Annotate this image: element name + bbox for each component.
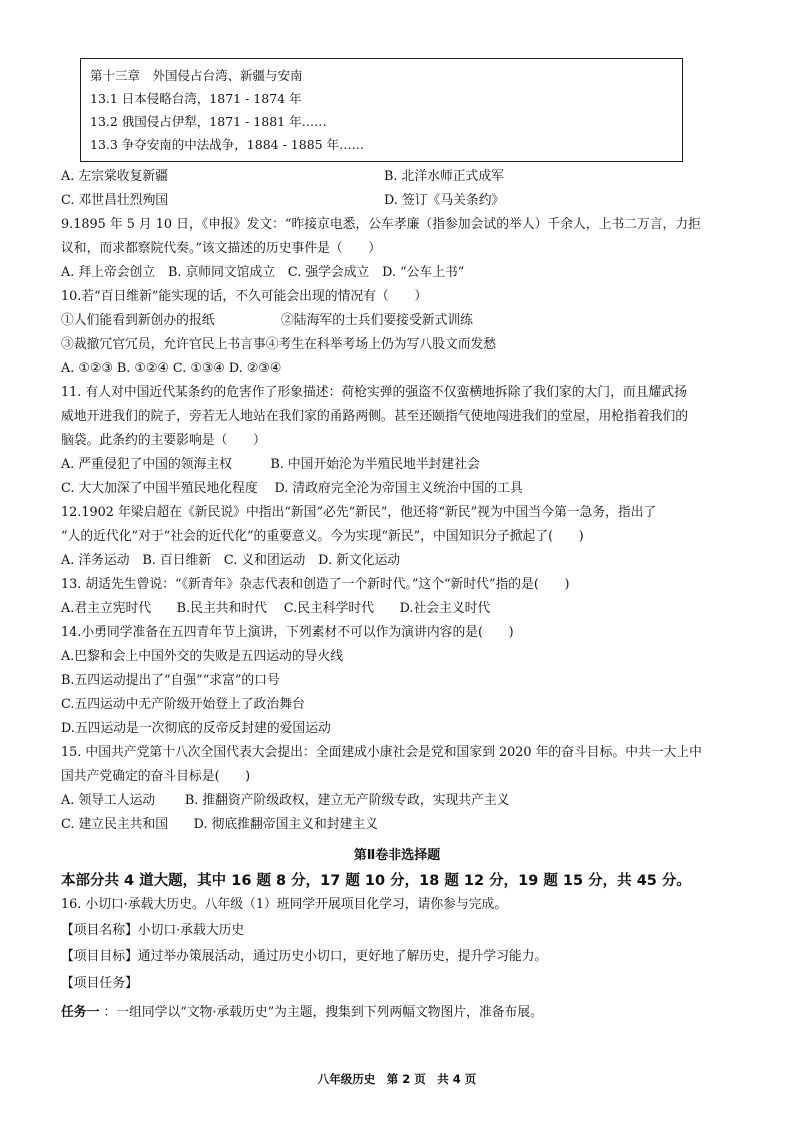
q13-stem: 13. 胡适先生曾说：“《新青年》杂志代表和创造了一个新时代。”这个“新时代”指的是( )	[61, 577, 570, 592]
q12-stem-line2: “人的近代化”对于“社会的近代化”的重要意义。今为实现“新民”，中国知识分子掀起了( )	[61, 529, 584, 544]
box-line-chapter: 第十三章 外国侵占台湾、新疆与安南	[90, 68, 303, 83]
q9-stem-line2: 议和，而求都察院代奏。”该文描述的历史事件是（ ）	[61, 241, 382, 256]
box-line-13-2: 13.2 俄国侵占伊犁，1871 - 1881 年……	[90, 114, 327, 129]
q10-options: A. ①②③ B. ①②④ C. ①③④ D. ②③④	[61, 361, 282, 376]
box-line-13-3: 13.3 争夺安南的中法战争，1884 - 1885 年……	[90, 137, 365, 152]
q15-stem-line1: 15. 中国共产党第十八次全国代表大会提出：全面建成小康社会是党和国家到 2020 年的奋斗目标。中共一大上中	[61, 745, 702, 760]
q8-option-a: A. 左宗棠收复新疆	[61, 169, 168, 184]
q14-stem: 14.小勇同学准备在五四青年节上演讲，下列素材不可以作为演讲内容的是( )	[61, 625, 514, 640]
q11-stem-line1: 11. 有人对中国近代某条约的危害作了形象描述：荷枪实弹的强盗不仅蛮横地拆除了我们家的大门，而且耀武扬	[61, 385, 687, 400]
q16-project-tasks: 【项目任务】	[61, 976, 138, 991]
q13-options: A.君主立宪时代 B.民主共和时代 C.民主科学时代 D.社会主义时代	[61, 601, 491, 616]
q16-task-one	[61, 1001, 543, 1020]
q10-item-2: ②陆海军的士兵们要接受新式训练	[281, 313, 473, 328]
task-one-text: ：一组同学以“文物·承载历史”为主题，搜集到下列两幅文物图片，准备布展。	[99, 1005, 543, 1020]
q16-stem: 16. 小切口·承载大历史。八年级（1）班同学开展项目化学习，请你参与完成。	[61, 897, 508, 912]
section-title: 第Ⅱ卷非选择题	[353, 848, 441, 863]
task-one-label: 任务一	[61, 1005, 100, 1020]
page-footer: 八年级历史 第 2 页 共 4 页	[317, 1072, 477, 1086]
q11-stem-line3: 脑袋。此条约的主要影响是（ ）	[61, 433, 266, 448]
q14-option-c: C.五四运动中无产阶级开始登上了政治舞台	[61, 697, 305, 712]
q15-stem-line2: 国共产党确定的奋斗目标是( )	[61, 769, 251, 784]
q10-stem: 10.若“百日维新”能实现的话，不久可能会出现的情况有（ ）	[61, 289, 428, 304]
q16-project-name: 【项目名称】小切口·承载大历史	[61, 923, 245, 938]
q14-option-a: A.巴黎和会上中国外交的失败是五四运动的导火线	[61, 649, 344, 664]
textbook-contents-box	[80, 58, 683, 162]
q9-options: A. 拜上帝会创立 B. 京师同文馆成立 C. 强学会成立 D. “公车上书”	[61, 265, 465, 280]
q11-options-ab: A. 严重侵犯了中国的领海主权 B. 中国开始沦为半殖民地半封建社会	[61, 457, 480, 472]
q15-options-cd: C. 建立民主共和国 D. 彻底推翻帝国主义和封建主义	[61, 817, 378, 832]
q9-stem-line1: 9.1895 年 5 月 10 日，《申报》发文：“昨接京电悉，公车孝廉（指参加会试的举人）千余人，上书二万言，力拒	[61, 217, 701, 232]
section-description: 本部分共 4 道大题，其中 16 题 8 分，17 题 10 分，18 题 12 分，19 题 15 分，共 45 分。	[61, 873, 691, 889]
q12-stem-line1: 12.1902 年梁启超在《新民说》中指出“新国”必先“新民”，他还将“新民”视为中国当今第一急务，指出了	[61, 505, 657, 520]
q11-options-cd: C. 大大加深了中国半殖民地化程度 D. 清政府完全沦为帝国主义统治中国的工具	[61, 481, 523, 496]
q11-stem-line2: 威地开进我们的院子，旁若无人地站在我们家的甬路两侧。甚至还颐指气使地闯进我们的堂屋，用枪指着我们的	[61, 409, 689, 424]
q10-item-1: ①人们能看到新创办的报纸	[61, 313, 215, 328]
q16-project-goal: 【项目目标】通过举办策展活动，通过历史小切口，更好地了解历史，提升学习能力。	[61, 949, 548, 964]
q14-option-d: D.五四运动是一次彻底的反帝反封建的爱国运动	[61, 721, 331, 736]
q15-options-ab: A. 领导工人运动 B. 推翻资产阶级政权，建立无产阶级专政，实现共产主义	[61, 793, 510, 808]
q14-option-b: B.五四运动提出了“自强”“求富”的口号	[61, 673, 280, 688]
q12-options: A. 洋务运动 B. 百日维新 C. 义和团运动 D. 新文化运动	[61, 553, 401, 568]
q8-option-d: D. 签订《马关条约》	[384, 193, 505, 208]
box-line-13-1: 13.1 日本侵略台湾，1871 - 1874 年	[90, 91, 302, 106]
q8-option-c: C. 邓世昌壮烈殉国	[61, 193, 169, 208]
q8-option-b: B. 北洋水师正式成军	[384, 169, 504, 184]
q10-items-3-4: ③裁撤冗官冗员，允许官民上书言事④考生在科举考场上仍为写八股文而发愁	[61, 337, 497, 352]
